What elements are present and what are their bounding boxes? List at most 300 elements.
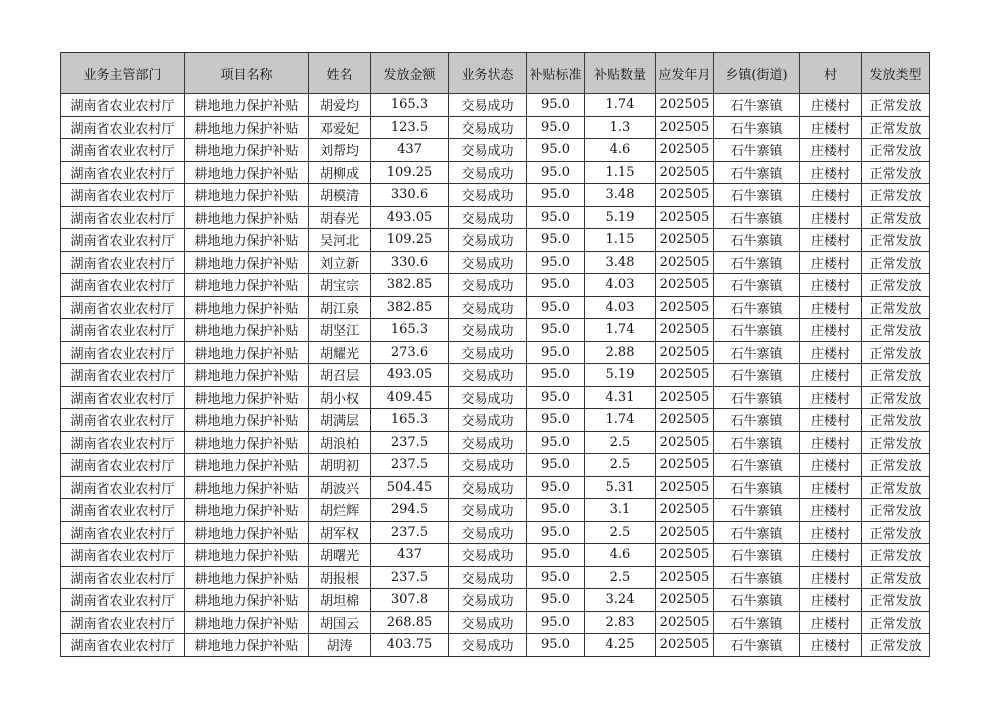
cell-town: 石牛寨镇: [714, 544, 800, 567]
cell-village: 庄楼村: [800, 319, 862, 342]
cell-village: 庄楼村: [800, 229, 862, 252]
table-row: [61, 364, 930, 387]
cell-name: 胡坦棉: [309, 589, 371, 612]
cell-status: 交易成功: [449, 364, 527, 387]
cell-standard: 95.0: [527, 251, 585, 274]
cell-project-name: 耕地地力保护补贴: [185, 116, 309, 139]
header-amount: 发放金额: [371, 53, 449, 94]
cell-standard: 95.0: [527, 454, 585, 477]
cell-village: 庄楼村: [800, 521, 862, 544]
cell-town: 石牛寨镇: [714, 116, 800, 139]
cell-status: 交易成功: [449, 139, 527, 162]
table-row: [61, 499, 930, 522]
cell-project-name: 耕地地力保护补贴: [185, 454, 309, 477]
cell-name: 胡爱均: [309, 94, 371, 117]
cell-standard: 95.0: [527, 476, 585, 499]
cell-town: 石牛寨镇: [714, 184, 800, 207]
cell-quantity: 2.83: [585, 611, 656, 634]
cell-month: 202505: [656, 454, 714, 477]
cell-town: 石牛寨镇: [714, 139, 800, 162]
table-row: [61, 589, 930, 612]
cell-town: 石牛寨镇: [714, 319, 800, 342]
cell-amount: 165.3: [371, 409, 449, 432]
table-body: [61, 94, 930, 657]
cell-payment-type: 正常发放: [862, 94, 930, 117]
cell-status: 交易成功: [449, 206, 527, 229]
cell-quantity: 1.74: [585, 319, 656, 342]
cell-project-name: 耕地地力保护补贴: [185, 206, 309, 229]
cell-month: 202505: [656, 589, 714, 612]
cell-amount: 330.6: [371, 251, 449, 274]
cell-payment-type: 正常发放: [862, 296, 930, 319]
cell-town: 石牛寨镇: [714, 611, 800, 634]
cell-department: 湖南省农业农村厅: [61, 296, 185, 319]
table-row: [61, 409, 930, 432]
cell-quantity: 4.03: [585, 296, 656, 319]
cell-quantity: 1.3: [585, 116, 656, 139]
cell-name: 胡柳成: [309, 161, 371, 184]
cell-status: 交易成功: [449, 161, 527, 184]
cell-quantity: 2.5: [585, 521, 656, 544]
cell-standard: 95.0: [527, 206, 585, 229]
cell-name: 胡满层: [309, 409, 371, 432]
cell-payment-type: 正常发放: [862, 116, 930, 139]
cell-department: 湖南省农业农村厅: [61, 499, 185, 522]
cell-town: 石牛寨镇: [714, 251, 800, 274]
cell-amount: 409.45: [371, 386, 449, 409]
cell-status: 交易成功: [449, 251, 527, 274]
cell-project-name: 耕地地力保护补贴: [185, 274, 309, 297]
cell-town: 石牛寨镇: [714, 161, 800, 184]
cell-department: 湖南省农业农村厅: [61, 454, 185, 477]
cell-quantity: 4.31: [585, 386, 656, 409]
header-status: 业务状态: [449, 53, 527, 94]
cell-project-name: 耕地地力保护补贴: [185, 319, 309, 342]
cell-village: 庄楼村: [800, 589, 862, 612]
cell-standard: 95.0: [527, 431, 585, 454]
cell-village: 庄楼村: [800, 184, 862, 207]
cell-quantity: 3.48: [585, 184, 656, 207]
cell-town: 石牛寨镇: [714, 94, 800, 117]
cell-payment-type: 正常发放: [862, 589, 930, 612]
cell-village: 庄楼村: [800, 161, 862, 184]
cell-standard: 95.0: [527, 116, 585, 139]
cell-month: 202505: [656, 184, 714, 207]
cell-department: 湖南省农业农村厅: [61, 94, 185, 117]
cell-department: 湖南省农业农村厅: [61, 161, 185, 184]
cell-status: 交易成功: [449, 476, 527, 499]
cell-month: 202505: [656, 229, 714, 252]
cell-project-name: 耕地地力保护补贴: [185, 521, 309, 544]
cell-month: 202505: [656, 499, 714, 522]
cell-quantity: 3.1: [585, 499, 656, 522]
cell-payment-type: 正常发放: [862, 476, 930, 499]
cell-quantity: 5.19: [585, 206, 656, 229]
cell-village: 庄楼村: [800, 296, 862, 319]
cell-payment-type: 正常发放: [862, 431, 930, 454]
cell-month: 202505: [656, 409, 714, 432]
cell-standard: 95.0: [527, 566, 585, 589]
cell-town: 石牛寨镇: [714, 431, 800, 454]
table-row: [61, 116, 930, 139]
cell-quantity: 2.88: [585, 341, 656, 364]
cell-payment-type: 正常发放: [862, 206, 930, 229]
table-row: [61, 251, 930, 274]
cell-quantity: 2.5: [585, 454, 656, 477]
cell-payment-type: 正常发放: [862, 139, 930, 162]
cell-amount: 109.25: [371, 161, 449, 184]
cell-standard: 95.0: [527, 296, 585, 319]
cell-department: 湖南省农业农村厅: [61, 116, 185, 139]
cell-amount: 437: [371, 544, 449, 567]
cell-town: 石牛寨镇: [714, 274, 800, 297]
cell-month: 202505: [656, 139, 714, 162]
cell-quantity: 1.15: [585, 229, 656, 252]
cell-town: 石牛寨镇: [714, 341, 800, 364]
cell-department: 湖南省农业农村厅: [61, 521, 185, 544]
cell-standard: 95.0: [527, 94, 585, 117]
cell-amount: 237.5: [371, 521, 449, 544]
cell-month: 202505: [656, 611, 714, 634]
cell-amount: 403.75: [371, 634, 449, 657]
cell-month: 202505: [656, 521, 714, 544]
table-row: [61, 319, 930, 342]
cell-village: 庄楼村: [800, 611, 862, 634]
cell-month: 202505: [656, 319, 714, 342]
cell-project-name: 耕地地力保护补贴: [185, 296, 309, 319]
table-row: [61, 521, 930, 544]
table-header: [61, 53, 930, 94]
cell-name: 胡模清: [309, 184, 371, 207]
header-row: [61, 53, 930, 94]
cell-quantity: 5.19: [585, 364, 656, 387]
cell-quantity: 1.15: [585, 161, 656, 184]
table-row: [61, 274, 930, 297]
cell-amount: 237.5: [371, 431, 449, 454]
cell-month: 202505: [656, 341, 714, 364]
table-row: [61, 139, 930, 162]
cell-quantity: 3.24: [585, 589, 656, 612]
cell-standard: 95.0: [527, 611, 585, 634]
cell-village: 庄楼村: [800, 116, 862, 139]
cell-amount: 165.3: [371, 94, 449, 117]
cell-project-name: 耕地地力保护补贴: [185, 94, 309, 117]
cell-town: 石牛寨镇: [714, 364, 800, 387]
cell-standard: 95.0: [527, 274, 585, 297]
cell-department: 湖南省农业农村厅: [61, 634, 185, 657]
cell-month: 202505: [656, 116, 714, 139]
cell-payment-type: 正常发放: [862, 544, 930, 567]
cell-project-name: 耕地地力保护补贴: [185, 364, 309, 387]
table-row: [61, 161, 930, 184]
cell-payment-type: 正常发放: [862, 184, 930, 207]
cell-town: 石牛寨镇: [714, 229, 800, 252]
cell-department: 湖南省农业农村厅: [61, 206, 185, 229]
cell-quantity: 4.6: [585, 544, 656, 567]
cell-standard: 95.0: [527, 341, 585, 364]
cell-village: 庄楼村: [800, 544, 862, 567]
cell-name: 胡国云: [309, 611, 371, 634]
cell-payment-type: 正常发放: [862, 521, 930, 544]
cell-village: 庄楼村: [800, 139, 862, 162]
cell-month: 202505: [656, 296, 714, 319]
cell-payment-type: 正常发放: [862, 274, 930, 297]
cell-month: 202505: [656, 274, 714, 297]
cell-status: 交易成功: [449, 454, 527, 477]
cell-quantity: 4.6: [585, 139, 656, 162]
cell-standard: 95.0: [527, 139, 585, 162]
cell-amount: 382.85: [371, 296, 449, 319]
cell-name: 刘帮均: [309, 139, 371, 162]
cell-status: 交易成功: [449, 386, 527, 409]
cell-name: 胡曙光: [309, 544, 371, 567]
cell-status: 交易成功: [449, 319, 527, 342]
cell-amount: 123.5: [371, 116, 449, 139]
cell-department: 湖南省农业农村厅: [61, 251, 185, 274]
cell-village: 庄楼村: [800, 634, 862, 657]
cell-name: 邓爱妃: [309, 116, 371, 139]
cell-month: 202505: [656, 634, 714, 657]
cell-standard: 95.0: [527, 521, 585, 544]
cell-status: 交易成功: [449, 184, 527, 207]
cell-amount: 165.3: [371, 319, 449, 342]
cell-department: 湖南省农业农村厅: [61, 611, 185, 634]
cell-month: 202505: [656, 161, 714, 184]
cell-name: 胡军权: [309, 521, 371, 544]
cell-department: 湖南省农业农村厅: [61, 319, 185, 342]
cell-name: 吴河北: [309, 229, 371, 252]
cell-town: 石牛寨镇: [714, 589, 800, 612]
subsidy-table: [60, 52, 930, 657]
cell-name: 胡春光: [309, 206, 371, 229]
cell-status: 交易成功: [449, 521, 527, 544]
cell-name: 胡报根: [309, 566, 371, 589]
cell-town: 石牛寨镇: [714, 454, 800, 477]
cell-village: 庄楼村: [800, 364, 862, 387]
cell-department: 湖南省农业农村厅: [61, 184, 185, 207]
cell-village: 庄楼村: [800, 454, 862, 477]
table-row: [61, 611, 930, 634]
cell-status: 交易成功: [449, 499, 527, 522]
cell-name: 胡宝宗: [309, 274, 371, 297]
table-row: [61, 544, 930, 567]
cell-standard: 95.0: [527, 634, 585, 657]
table-row: [61, 229, 930, 252]
cell-department: 湖南省农业农村厅: [61, 364, 185, 387]
cell-month: 202505: [656, 364, 714, 387]
cell-month: 202505: [656, 251, 714, 274]
cell-month: 202505: [656, 206, 714, 229]
cell-name: 胡耀光: [309, 341, 371, 364]
cell-payment-type: 正常发放: [862, 364, 930, 387]
cell-payment-type: 正常发放: [862, 319, 930, 342]
table-row: [61, 454, 930, 477]
table-row: [61, 634, 930, 657]
cell-department: 湖南省农业农村厅: [61, 476, 185, 499]
cell-month: 202505: [656, 566, 714, 589]
cell-month: 202505: [656, 94, 714, 117]
cell-amount: 330.6: [371, 184, 449, 207]
cell-town: 石牛寨镇: [714, 476, 800, 499]
cell-payment-type: 正常发放: [862, 409, 930, 432]
cell-amount: 294.5: [371, 499, 449, 522]
cell-payment-type: 正常发放: [862, 611, 930, 634]
cell-status: 交易成功: [449, 116, 527, 139]
cell-payment-type: 正常发放: [862, 386, 930, 409]
cell-status: 交易成功: [449, 634, 527, 657]
cell-village: 庄楼村: [800, 341, 862, 364]
cell-standard: 95.0: [527, 161, 585, 184]
cell-amount: 237.5: [371, 566, 449, 589]
cell-payment-type: 正常发放: [862, 161, 930, 184]
table-row: [61, 386, 930, 409]
cell-status: 交易成功: [449, 566, 527, 589]
cell-amount: 268.85: [371, 611, 449, 634]
table-row: [61, 206, 930, 229]
cell-project-name: 耕地地力保护补贴: [185, 229, 309, 252]
cell-department: 湖南省农业农村厅: [61, 431, 185, 454]
cell-name: 胡小权: [309, 386, 371, 409]
cell-project-name: 耕地地力保护补贴: [185, 139, 309, 162]
cell-amount: 493.05: [371, 364, 449, 387]
cell-project-name: 耕地地力保护补贴: [185, 386, 309, 409]
cell-payment-type: 正常发放: [862, 499, 930, 522]
cell-name: 胡明初: [309, 454, 371, 477]
cell-standard: 95.0: [527, 409, 585, 432]
cell-project-name: 耕地地力保护补贴: [185, 431, 309, 454]
cell-department: 湖南省农业农村厅: [61, 229, 185, 252]
cell-payment-type: 正常发放: [862, 454, 930, 477]
header-village: 村: [800, 53, 862, 94]
cell-quantity: 5.31: [585, 476, 656, 499]
cell-project-name: 耕地地力保护补贴: [185, 634, 309, 657]
table-row: [61, 341, 930, 364]
cell-name: 刘立新: [309, 251, 371, 274]
cell-name: 胡江泉: [309, 296, 371, 319]
cell-department: 湖南省农业农村厅: [61, 589, 185, 612]
cell-town: 石牛寨镇: [714, 206, 800, 229]
header-quantity: 补贴数量: [585, 53, 656, 94]
cell-name: 胡召层: [309, 364, 371, 387]
cell-status: 交易成功: [449, 229, 527, 252]
header-department: 业务主管部门: [61, 53, 185, 94]
cell-standard: 95.0: [527, 589, 585, 612]
header-town: 乡镇(街道): [714, 53, 800, 94]
cell-village: 庄楼村: [800, 206, 862, 229]
cell-project-name: 耕地地力保护补贴: [185, 611, 309, 634]
cell-status: 交易成功: [449, 296, 527, 319]
cell-name: 胡坚江: [309, 319, 371, 342]
cell-project-name: 耕地地力保护补贴: [185, 251, 309, 274]
cell-project-name: 耕地地力保护补贴: [185, 589, 309, 612]
table-row: [61, 431, 930, 454]
cell-project-name: 耕地地力保护补贴: [185, 544, 309, 567]
cell-quantity: 3.48: [585, 251, 656, 274]
cell-amount: 237.5: [371, 454, 449, 477]
header-name: 姓名: [309, 53, 371, 94]
cell-village: 庄楼村: [800, 409, 862, 432]
cell-village: 庄楼村: [800, 251, 862, 274]
table-row: [61, 566, 930, 589]
cell-town: 石牛寨镇: [714, 499, 800, 522]
cell-payment-type: 正常发放: [862, 566, 930, 589]
cell-village: 庄楼村: [800, 566, 862, 589]
header-month: 应发年月: [656, 53, 714, 94]
cell-month: 202505: [656, 386, 714, 409]
cell-project-name: 耕地地力保护补贴: [185, 566, 309, 589]
cell-village: 庄楼村: [800, 274, 862, 297]
cell-month: 202505: [656, 476, 714, 499]
cell-town: 石牛寨镇: [714, 296, 800, 319]
cell-status: 交易成功: [449, 611, 527, 634]
cell-amount: 382.85: [371, 274, 449, 297]
cell-name: 胡浪柏: [309, 431, 371, 454]
cell-village: 庄楼村: [800, 476, 862, 499]
cell-quantity: 1.74: [585, 409, 656, 432]
cell-amount: 273.6: [371, 341, 449, 364]
header-payment-type: 发放类型: [862, 53, 930, 94]
cell-status: 交易成功: [449, 409, 527, 432]
table-row: [61, 184, 930, 207]
cell-payment-type: 正常发放: [862, 229, 930, 252]
table-row: [61, 476, 930, 499]
cell-amount: 504.45: [371, 476, 449, 499]
cell-project-name: 耕地地力保护补贴: [185, 476, 309, 499]
cell-town: 石牛寨镇: [714, 634, 800, 657]
cell-standard: 95.0: [527, 386, 585, 409]
cell-quantity: 2.5: [585, 431, 656, 454]
cell-village: 庄楼村: [800, 499, 862, 522]
cell-amount: 109.25: [371, 229, 449, 252]
cell-department: 湖南省农业农村厅: [61, 274, 185, 297]
cell-village: 庄楼村: [800, 386, 862, 409]
cell-village: 庄楼村: [800, 94, 862, 117]
cell-month: 202505: [656, 431, 714, 454]
cell-quantity: 4.25: [585, 634, 656, 657]
cell-department: 湖南省农业农村厅: [61, 544, 185, 567]
cell-amount: 307.8: [371, 589, 449, 612]
cell-standard: 95.0: [527, 229, 585, 252]
header-standard: 补贴标准: [527, 53, 585, 94]
cell-name: 胡涛: [309, 634, 371, 657]
table-row: [61, 296, 930, 319]
cell-month: 202505: [656, 544, 714, 567]
cell-standard: 95.0: [527, 544, 585, 567]
cell-status: 交易成功: [449, 589, 527, 612]
cell-department: 湖南省农业农村厅: [61, 566, 185, 589]
cell-standard: 95.0: [527, 499, 585, 522]
table-row: [61, 94, 930, 117]
cell-name: 胡波兴: [309, 476, 371, 499]
cell-department: 湖南省农业农村厅: [61, 139, 185, 162]
cell-quantity: 4.03: [585, 274, 656, 297]
cell-status: 交易成功: [449, 544, 527, 567]
cell-amount: 437: [371, 139, 449, 162]
cell-project-name: 耕地地力保护补贴: [185, 409, 309, 432]
cell-project-name: 耕地地力保护补贴: [185, 341, 309, 364]
cell-town: 石牛寨镇: [714, 386, 800, 409]
cell-amount: 493.05: [371, 206, 449, 229]
cell-town: 石牛寨镇: [714, 566, 800, 589]
cell-payment-type: 正常发放: [862, 251, 930, 274]
cell-status: 交易成功: [449, 94, 527, 117]
cell-quantity: 1.74: [585, 94, 656, 117]
cell-payment-type: 正常发放: [862, 634, 930, 657]
cell-status: 交易成功: [449, 274, 527, 297]
cell-project-name: 耕地地力保护补贴: [185, 161, 309, 184]
cell-status: 交易成功: [449, 431, 527, 454]
cell-department: 湖南省农业农村厅: [61, 386, 185, 409]
